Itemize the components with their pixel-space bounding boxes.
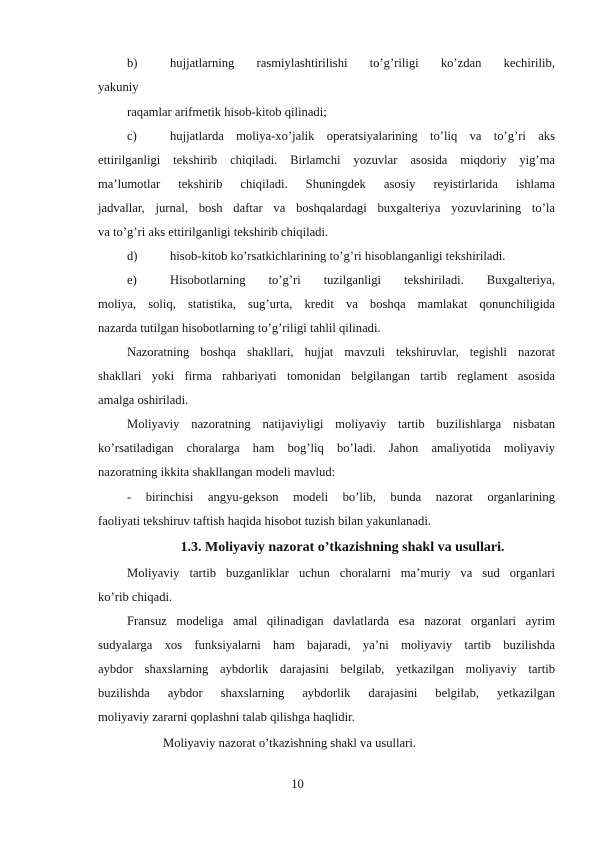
section-heading: [0, 540, 595, 556]
text-line: yakuniy: [98, 80, 139, 94]
paragraph-line: shakllari yoki firma rahbariyati tomonidan belgilangan tartib reglament asosida: [98, 369, 555, 383]
paragraph-line: Nazoratning boshqa shakllari, hujjat mavzuli tekshiruvlar, tegishli nazorat: [127, 345, 555, 359]
text-line: raqamlar arifmetik hisob-kitob qilinadi;: [127, 105, 327, 119]
list-item-line: hujjatlarda moliya-xo’jalik operatsiyalarining to’liq va to’g’ri aks: [170, 129, 555, 143]
caption: Moliyaviy nazorat o’tkazishning shakl va usullari.: [163, 736, 416, 750]
paragraph-line: moliyaviy zararni qoplashni talab qilishga haqlidir.: [98, 710, 355, 724]
list-item-line: hisob-kitob ko’rsatkichlarining to’g’ri hisoblanganligi tekshiriladi.: [170, 249, 506, 263]
text-line: jadvallar, jurnal, bosh daftar va boshqalardagi buxgalteriya yozuvlarining to’la: [98, 201, 555, 215]
page-number: 10: [291, 777, 304, 791]
paragraph-line: amalga oshiriladi.: [98, 393, 189, 407]
text-line: va to’g’ri aks ettirilganligi tekshirib chiqiladi.: [98, 225, 329, 239]
list-label: e): [127, 273, 137, 287]
paragraph-line: Moliyaviy tartib buzganliklar uchun choralarni ma’muriy va sud organlari: [127, 566, 555, 580]
paragraph-line: faoliyati tekshiruv taftish haqida hisobot tuzish bilan yakunlanadi.: [98, 514, 431, 528]
list-label: d): [127, 249, 138, 263]
paragraph-line: nazoratning ikkita shakllangan modeli mavlud:: [98, 465, 336, 479]
paragraph-line: - birinchisi angyu-gekson modeli bo’lib, bunda nazorat organlarining: [127, 490, 555, 504]
list-label: c): [127, 129, 137, 143]
text-line: ma’lumotlar tekshirib chiqiladi. Shuningdek asosiy reyistirlarida ishlama: [98, 177, 555, 191]
paragraph-line: ko’rib chiqadi.: [98, 590, 173, 604]
list-item-line: Hisobotlarning to’g’ri tuzilganligi tekshiriladi. Buxgalteriya,: [170, 273, 555, 287]
list-label: b): [127, 56, 138, 70]
text-line: moliya, soliq, statistika, sug’urta, kredit va boshqa mamlakat qonunchiligida: [98, 297, 555, 311]
paragraph-line: ko’rsatiladigan choralarga ham bog’liq bo’ladi. Jahon amaliyotida moliyaviy: [98, 441, 555, 455]
paragraph-line: Moliyaviy nazoratning natijaviyligi moliyaviy tartib buzilishlarga nisbatan: [127, 417, 555, 431]
section-heading-text: 1.3. Moliyaviy nazorat o’tkazishning shakl va usullari.: [180, 540, 505, 555]
paragraph-line: buzilishda aybdor shaxslarning aybdorlik darajasini belgilab, yetkazilgan: [98, 686, 555, 700]
text-line: ettirilganligi tekshirib chiqiladi. Birlamchi yozuvlar asosida miqdoriy yig’ma: [98, 153, 555, 167]
text-line: nazarda tutilgan hisobotlarning to’g’riligi tahlil qilinadi.: [98, 321, 381, 335]
paragraph-line: Fransuz modeliga amal qilinadigan davlatlarda esa nazorat organlari ayrim: [127, 614, 555, 628]
list-item-line: hujjatlarning rasmiylashtirilishi to’g’riligi ko’zdan kechirilib,: [170, 56, 555, 70]
paragraph-line: sudyalarga xos funksiyalarni ham bajaradi, ya’ni moliyaviy tartib buzilishda: [98, 638, 555, 652]
paragraph-line: aybdor shaxslarning aybdorlik darajasini belgilab, yetkazilgan moliyaviy tartib: [98, 662, 555, 676]
